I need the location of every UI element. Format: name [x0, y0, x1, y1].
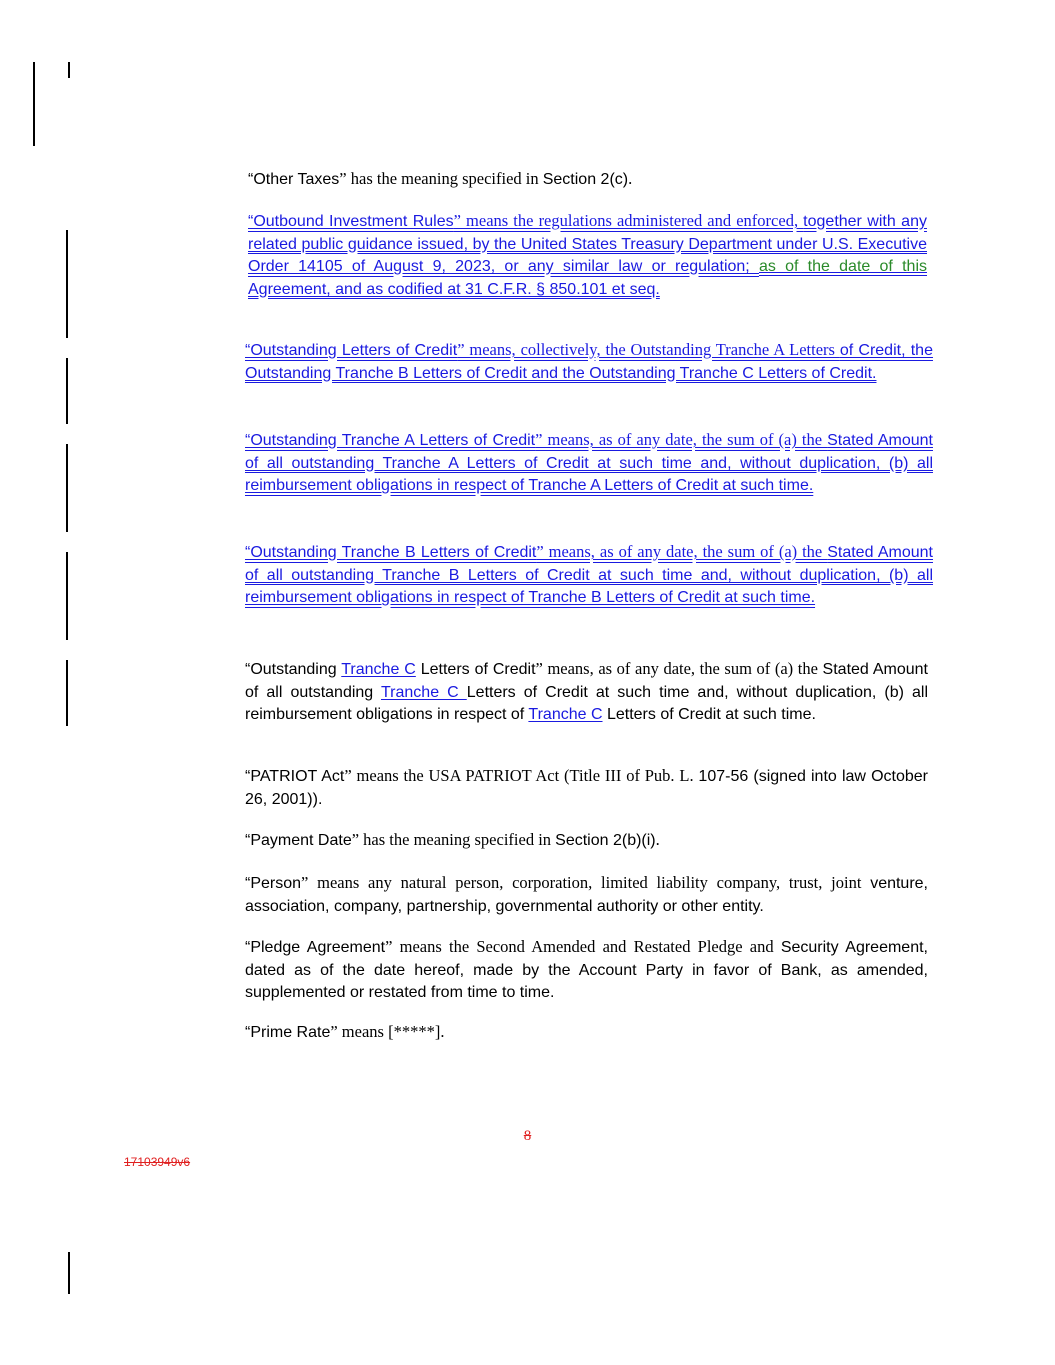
- definition-patriot-act: [245, 765, 928, 810]
- defined-term: “Outstanding Letters of Credit: [245, 342, 458, 359]
- definition-pledge-agreement: [245, 936, 928, 1004]
- defined-term: “Prime Rate: [245, 1024, 331, 1041]
- defined-term: Letters of Credit: [415, 661, 536, 678]
- defined-term: “Person: [245, 875, 302, 892]
- change-bar: [66, 660, 68, 726]
- definition-text: Letters of Credit at such time and, without duplication, (b) all reimbursement obligations in respect of: [245, 683, 929, 724]
- defined-term: “PATRIOT Act: [245, 768, 345, 785]
- definition-other-taxes: [248, 168, 936, 191]
- definition-outbound-investment-rules: [248, 210, 927, 300]
- definition-text: Letters of Credit at such time.: [602, 706, 816, 724]
- definition-text: .: [628, 169, 633, 188]
- change-bar: [33, 62, 35, 146]
- page-number: 8: [523, 1128, 532, 1144]
- definition-text: ” means the USA PATRIOT Act (Title III of Pub. L.: [344, 766, 699, 785]
- definition-prime-rate: [245, 1021, 928, 1044]
- definition-text: ” means any natural person, corporation, limited liability company, trust, joint: [301, 873, 871, 892]
- inserted-text: Tranche C: [528, 706, 603, 724]
- change-bar: [68, 1252, 70, 1294]
- definition-text: venture, association, company, partnership, governmental authority or other entity.: [245, 875, 928, 915]
- defined-term: “Pledge Agreement: [245, 939, 386, 956]
- inserted-text: Tranche C: [341, 661, 416, 678]
- definition-text: ” means, as of any date, the sum of (a) the: [535, 659, 823, 678]
- definition-text: ” means [*****].: [330, 1022, 445, 1041]
- definition-text: of Credit, the Outstanding Tranche B Letters of Credit and the Outstanding Tranche C Letters of Credit.: [245, 342, 933, 382]
- change-bar: [66, 552, 68, 640]
- definition-outstanding-letters-of-credit: [245, 339, 933, 384]
- defined-term: “Payment Date: [245, 832, 352, 849]
- moved-text: as of the date of this: [758, 258, 927, 276]
- definition-outstanding-tranche-b: [245, 541, 933, 609]
- defined-term: “Other Taxes: [248, 171, 340, 188]
- defined-term: “Outbound Investment Rules: [248, 213, 454, 230]
- inserted-text: Tranche C: [380, 683, 467, 701]
- defined-term: “Outstanding: [245, 661, 342, 678]
- definition-text: ” means the regulations administered and enforced,: [453, 211, 804, 230]
- definition-text: ” has the meaning specified in: [351, 830, 556, 849]
- definition-text: .: [655, 830, 660, 849]
- change-bar: [66, 358, 68, 424]
- document-id: 17103949v6: [124, 1155, 191, 1169]
- defined-term: “Outstanding Tranche B Letters of Credit: [245, 544, 537, 561]
- definition-text: Stated Amount of all outstanding Tranche B Letters of Credit at such time and, without duplication, (b) all reimbursement obligations in respect of Tranche B Letters of Credit at such time.: [245, 544, 933, 607]
- definition-outstanding-tranche-a: [245, 429, 933, 497]
- definition-text: ” means, collectively, the Outstanding Tranche A Letters: [457, 340, 840, 359]
- definition-text: 107-56 (signed into law October 26, 2001)).: [245, 768, 929, 808]
- definition-text: Agreement, and as codified at 31 C.F.R. § 850.101 et seq.: [248, 280, 660, 298]
- definition-text: Security Agreement, dated as of the date hereof, made by the Account Party in favor of Bank, as amended, supplemented or restated from time to time.: [245, 939, 928, 1002]
- definition-text: ” means, as of any date, the sum of (a) the: [535, 430, 828, 449]
- definition-text: together with any related public guidance issued, by the United States Treasury Department under U.S. Executive Order 14105 of August 9, 2023, or any similar law or regulation;: [248, 213, 927, 276]
- definition-person: [245, 872, 928, 917]
- change-bar: [66, 444, 68, 532]
- definition-text: Stated Amount of all outstanding: [245, 661, 928, 701]
- change-bar: [66, 230, 68, 338]
- definition-outstanding-tranche-c: [245, 658, 928, 726]
- definition-text: ” has the meaning specified in: [339, 169, 543, 188]
- defined-term: “Outstanding Tranche A Letters of Credit: [245, 432, 536, 449]
- section-reference: Section 2(c): [542, 171, 629, 188]
- definition-text: Stated Amount of all outstanding Tranche A Letters of Credit at such time and, without duplication, (b) all reimbursement obligations in respect of Tranche A Letters of Credit at such time.: [245, 432, 933, 495]
- section-reference: Section 2(b)(i): [555, 832, 656, 849]
- change-bar: [68, 62, 70, 78]
- definition-text: ” means the Second Amended and Restated Pledge and: [385, 937, 781, 956]
- definition-payment-date: [245, 829, 928, 852]
- definition-text: ” means, as of any date, the sum of (a) the: [536, 542, 828, 561]
